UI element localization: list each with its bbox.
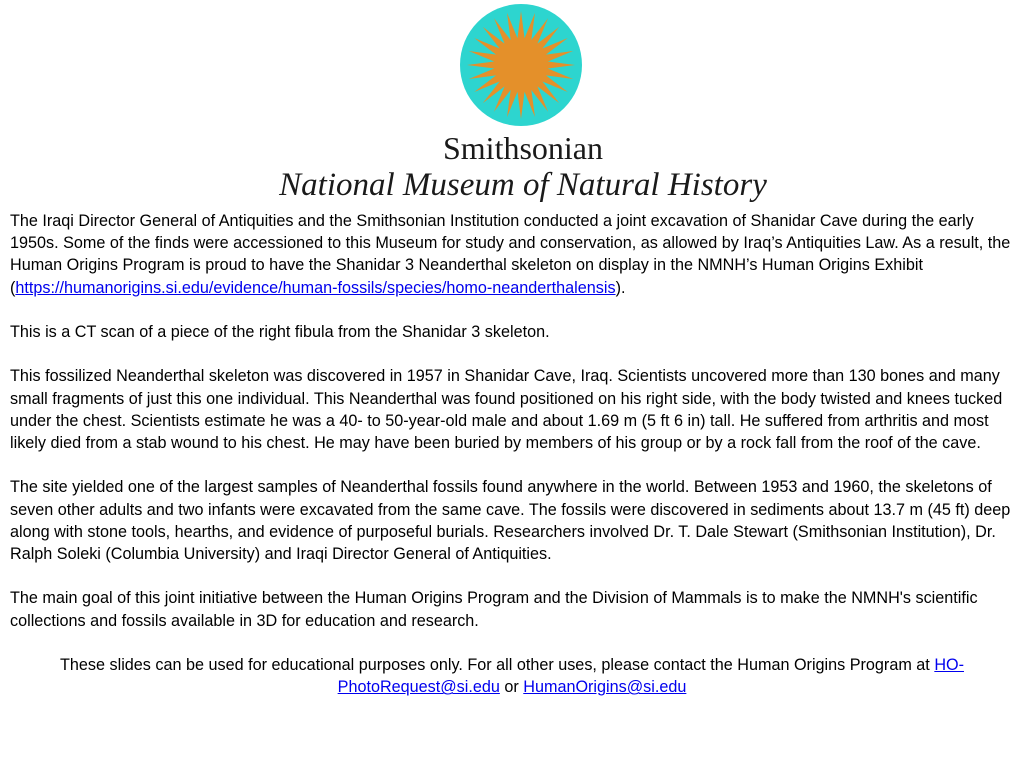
- photo-request-email-link[interactable]: HO-PhotoRequest@si.edu: [337, 655, 964, 697]
- logo-institution-name: Smithsonian: [442, 130, 603, 166]
- usage-or-text: or: [499, 678, 524, 697]
- intro-text: The Iraqi Director General of Antiquities and the Smithsonian Institution conducted a joint excavation of Shanidar Cave during the early 1950s. Some of the finds were accessioned to this Museum for study and conservation, as allowed by Iraq’s Antiquities Law. As a result, the Human Origins Program is proud to have the Shanidar 3 Neanderthal skeleton on display in the NMNH’s Human Origins Exhibit (: [10, 212, 1011, 297]
- ct-scan-paragraph: This is a CT scan of a piece of the right fibula from the Shanidar 3 skeleton.: [10, 323, 550, 341]
- intro-text-end: ).: [615, 278, 626, 297]
- smithsonian-sun-icon: [459, 3, 583, 127]
- skeleton-description-paragraph: This fossilized Neanderthal skeleton was discovered in 1957 in Shanidar Cave, Iraq. Scientists uncovered more than 130 bones and many small fragments of just this one individual. This Neanderthal was found positioned on his right side, with the body twisted and knees tucked under the chest. Scientists estimate he was a 40- to 50-year-old male and about 1.69 m (5 ft 6 in) tall. He suffered from arthritis and most likely died from a stab wound to his chest. He may have been buried by members of his group or by a rock fall from the roof of the cave.: [10, 367, 1003, 452]
- smithsonian-logo: [256, 0, 790, 210]
- human-origins-email-link[interactable]: HumanOrigins@si.edu: [523, 678, 687, 697]
- usage-text: These slides can be used for educational purposes only. For all other uses, please contact the Human Origins Program at: [60, 655, 935, 674]
- intro-paragraph: [10, 210, 1014, 299]
- document-body: [10, 210, 1014, 698]
- logo-museum-name: National Museum of Natural History: [279, 167, 767, 203]
- sun-rays: [467, 11, 575, 119]
- project-goal-paragraph: The main goal of this joint initiative between the Human Origins Program and the Division of Mammals is to make the NMNH's scientific collections and fossils available in 3D for education and research.: [10, 589, 978, 630]
- human-fossils-link[interactable]: https://humanorigins.si.edu/evidence/human-fossils/species/homo-neanderthalensis: [15, 278, 616, 297]
- site-description-paragraph: The site yielded one of the largest samples of Neanderthal fossils found anywhere in the world. Between 1953 and 1960, the skeletons of seven other adults and two infants were excavated from the same cave. The fossils were discovered in sediments about 13.7 m (45 ft) deep along with stone tools, hearths, and evidence of purposeful burials. Researchers involved Dr. T. Dale Stewart (Smithsonian Institution), Dr. Ralph Soleki (Columbia University) and Iraqi Director General of Antiquities.: [10, 478, 1011, 563]
- usage-paragraph: [10, 654, 1014, 698]
